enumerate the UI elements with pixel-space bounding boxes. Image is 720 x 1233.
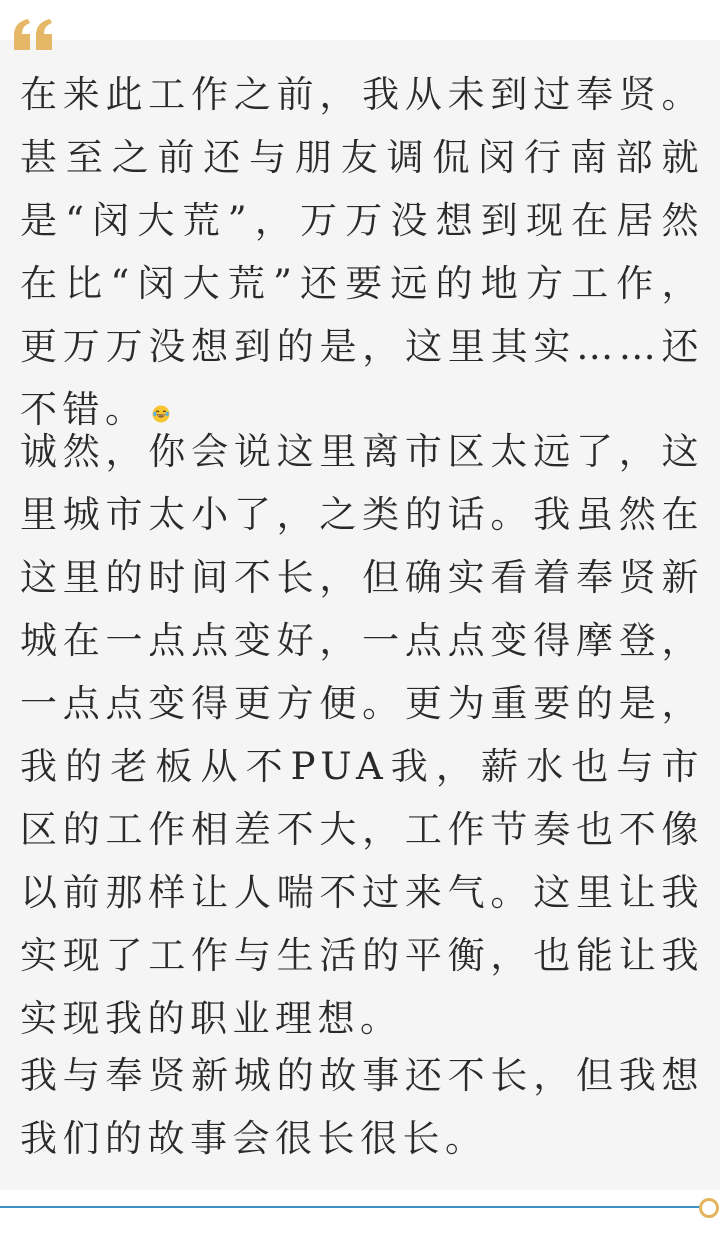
paragraph-2: 诚然，你会说这里离市区太远了，这里城市太小了，之类的话。我虽然在这里的时间不长，但确实看着奉贤新城在一点点变好，一点点变得摩登，一点点变得更方便。更为重要的是，我的老板从不PUA我，薪水也与市区的工作相差不大，工作节奏也不像以前那样让人喘不过来气。这里让我实现了工作与生活的平衡，也能让我实现我的职业理想。 [20,430,704,1040]
paragraph-1-text: 在来此工作之前，我从未到过奉贤。甚至之前还与朋友调侃闵行南部就是“闵大荒”，万万没想到现在居然在比“闵大荒”还要远的地方工作，更万万没想到的是，这里其实……还不错。 [20,73,704,431]
paragraph-1 [20,63,704,441]
divider-line [0,1206,700,1208]
circle-icon [699,1198,719,1218]
quote-mark-icon [12,18,56,52]
paragraph-3: 我与奉贤新城的故事还不长，但我想我们的故事会很长很长。 [20,1054,704,1160]
